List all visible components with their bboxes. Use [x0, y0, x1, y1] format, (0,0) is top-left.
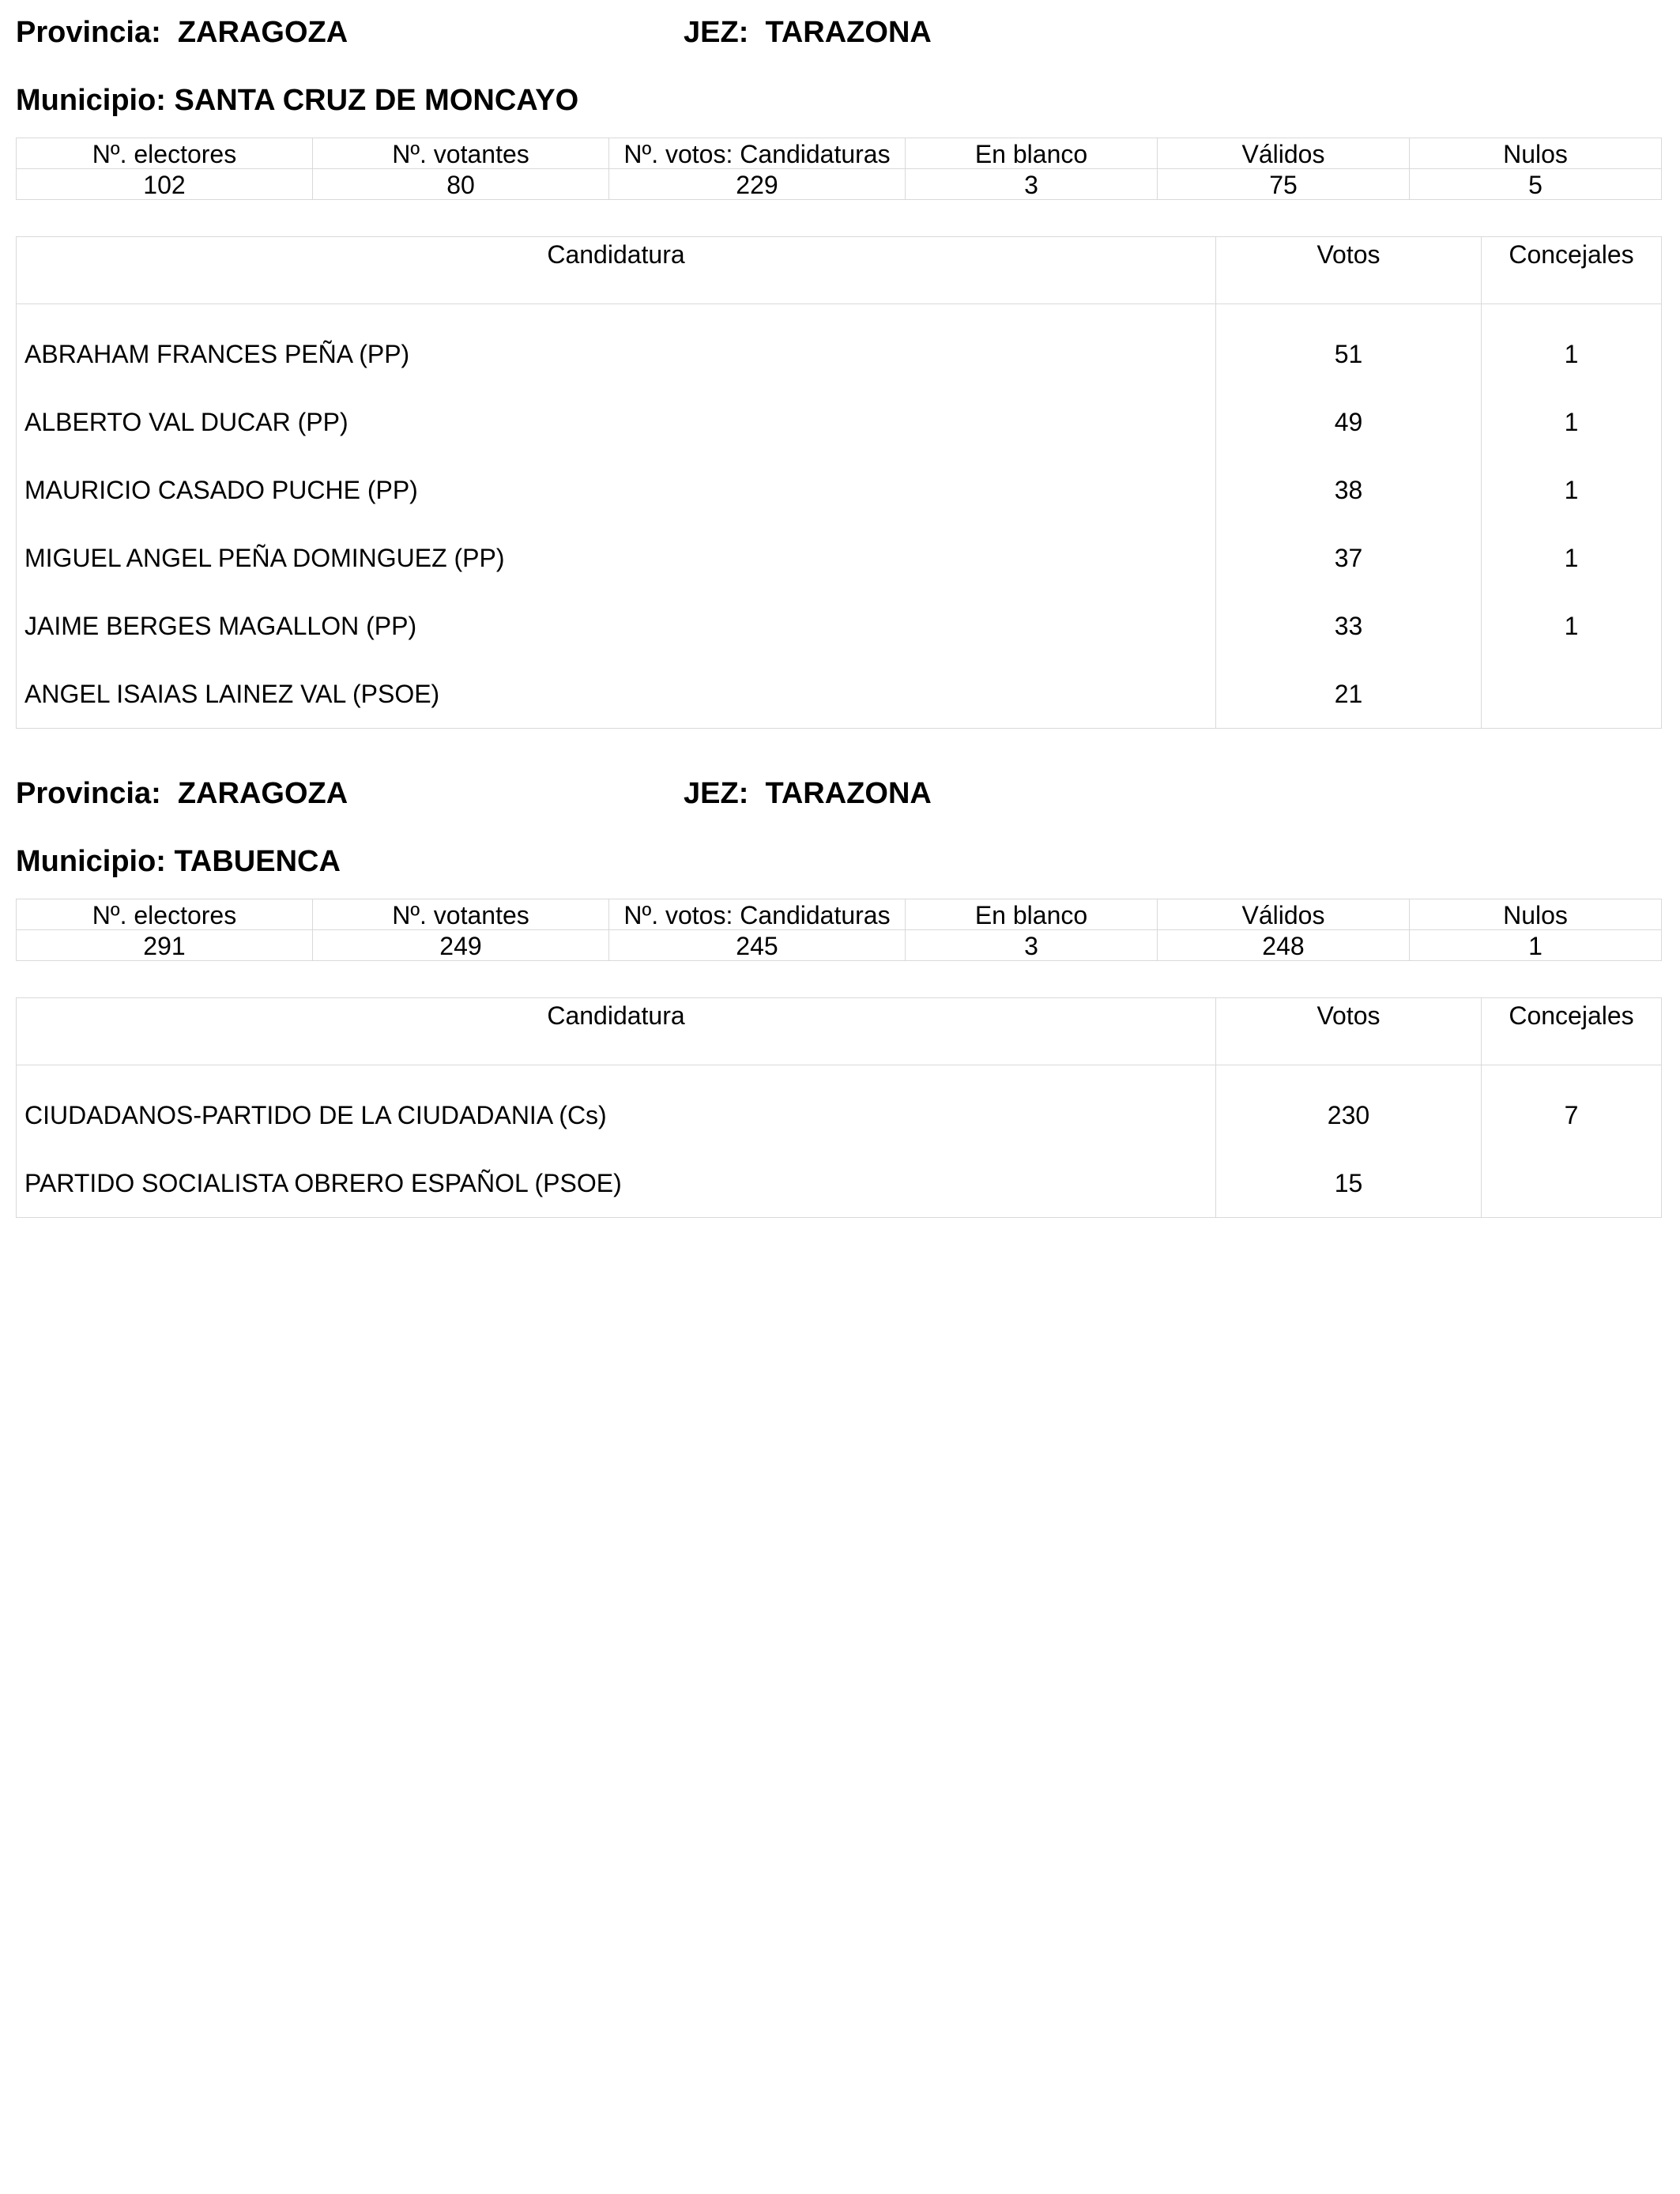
stats-header-row: [17, 899, 1662, 930]
stats-header-cell: Nº. electores: [17, 899, 313, 930]
municipio-section-santa-cruz: [16, 0, 1661, 729]
stats-value-cell: 102: [17, 169, 313, 200]
column-header-candidatura: Candidatura: [17, 237, 1216, 304]
municipio-title: Municipio: TABUENCA: [16, 845, 341, 878]
candidate-name: CIUDADANOS-PARTIDO DE LA CIUDADANIA (Cs): [24, 1101, 607, 1129]
candidate-votes: 15: [1216, 1149, 1482, 1218]
candidates-header-row: [17, 998, 1662, 1065]
stats-value-cell: 80: [313, 169, 609, 200]
jez-label: JEZ: TARAZONA: [684, 16, 932, 49]
stats-value-row: [17, 169, 1662, 200]
candidate-name: ABRAHAM FRANCES PEÑA (PP): [24, 340, 410, 368]
candidate-concejales: 1: [1482, 524, 1662, 592]
summary-stats-table: [16, 899, 1662, 961]
section-header: [16, 0, 1661, 63]
stats-header-cell: Nulos: [1410, 899, 1662, 930]
stats-value-cell: 3: [906, 930, 1158, 961]
table-row: [17, 1149, 1662, 1218]
table-row: [17, 524, 1662, 592]
candidate-votes: 33: [1216, 592, 1482, 660]
stats-value-cell: 291: [17, 930, 313, 961]
provincia-label: Provincia: ZARAGOZA: [16, 777, 348, 810]
stats-header-cell: Nº. votantes: [313, 138, 609, 169]
candidate-name: MAURICIO CASADO PUCHE (PP): [24, 476, 418, 504]
stats-header-cell: Nº. electores: [17, 138, 313, 169]
candidate-name: PARTIDO SOCIALISTA OBRERO ESPAÑOL (PSOE): [24, 1169, 622, 1197]
table-row: [17, 660, 1662, 729]
candidate-votes: 49: [1216, 388, 1482, 456]
candidates-table: [16, 236, 1662, 729]
candidate-votes: 37: [1216, 524, 1482, 592]
table-row: [17, 388, 1662, 456]
stats-value-cell: 248: [1158, 930, 1410, 961]
table-row: [17, 456, 1662, 524]
municipio-title: Municipio: SANTA CRUZ DE MONCAYO: [16, 84, 579, 117]
candidate-votes: 21: [1216, 660, 1482, 729]
table-row: [17, 304, 1662, 389]
municipio-section-tabuenca: [16, 761, 1661, 1218]
candidate-name: ANGEL ISAIAS LAINEZ VAL (PSOE): [24, 680, 440, 708]
stats-value-cell: 1: [1410, 930, 1662, 961]
stats-value-cell: 5: [1410, 169, 1662, 200]
section-header: [16, 761, 1661, 824]
stats-value-cell: 3: [906, 169, 1158, 200]
candidate-concejales: 7: [1482, 1065, 1662, 1150]
stats-value-cell: 249: [313, 930, 609, 961]
stats-value-cell: 245: [609, 930, 906, 961]
stats-value-cell: 75: [1158, 169, 1410, 200]
stats-header-cell: Nº. votos: Candidaturas: [609, 138, 906, 169]
candidate-concejales: [1482, 660, 1662, 729]
jez-label: JEZ: TARAZONA: [684, 777, 932, 810]
stats-header-cell: Nulos: [1410, 138, 1662, 169]
candidate-votes: 51: [1216, 304, 1482, 389]
candidate-concejales: 1: [1482, 388, 1662, 456]
candidates-table: [16, 997, 1662, 1218]
table-row: [17, 1065, 1662, 1150]
stats-header-cell: Nº. votantes: [313, 899, 609, 930]
stats-header-cell: Válidos: [1158, 138, 1410, 169]
table-row: [17, 592, 1662, 660]
candidate-concejales: 1: [1482, 592, 1662, 660]
stats-value-row: [17, 930, 1662, 961]
column-header-concejales: Concejales: [1482, 998, 1662, 1065]
candidate-name: JAIME BERGES MAGALLON (PP): [24, 612, 417, 640]
stats-header-cell: Nº. votos: Candidaturas: [609, 899, 906, 930]
column-header-candidatura: Candidatura: [17, 998, 1216, 1065]
column-header-concejales: Concejales: [1482, 237, 1662, 304]
candidate-concejales: [1482, 1149, 1662, 1218]
candidate-concejales: 1: [1482, 304, 1662, 389]
stats-header-row: [17, 138, 1662, 169]
candidate-name: MIGUEL ANGEL PEÑA DOMINGUEZ (PP): [24, 544, 505, 572]
candidate-concejales: 1: [1482, 456, 1662, 524]
candidate-votes: 230: [1216, 1065, 1482, 1150]
column-header-votos: Votos: [1216, 237, 1482, 304]
column-header-votos: Votos: [1216, 998, 1482, 1065]
stats-header-cell: En blanco: [906, 899, 1158, 930]
candidate-votes: 38: [1216, 456, 1482, 524]
stats-value-cell: 229: [609, 169, 906, 200]
provincia-label: Provincia: ZARAGOZA: [16, 16, 348, 49]
stats-header-cell: En blanco: [906, 138, 1158, 169]
candidates-header-row: [17, 237, 1662, 304]
candidate-name: ALBERTO VAL DUCAR (PP): [24, 408, 348, 436]
summary-stats-table: [16, 138, 1662, 200]
stats-header-cell: Válidos: [1158, 899, 1410, 930]
